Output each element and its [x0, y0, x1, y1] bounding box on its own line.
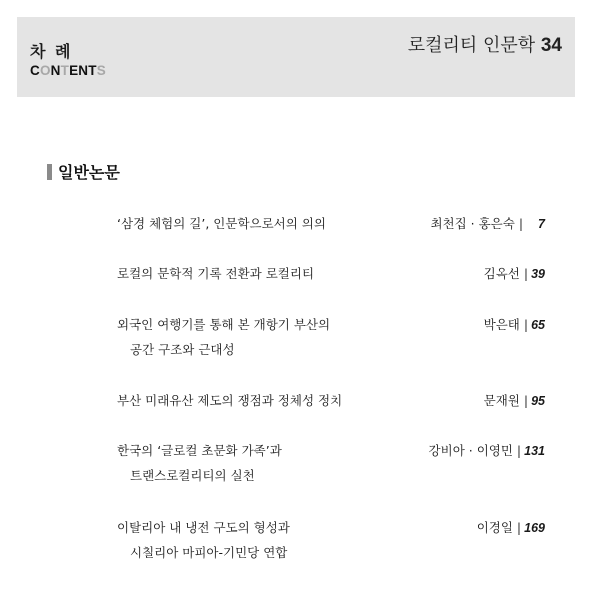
- issue-number: 34: [540, 35, 562, 56]
- section-title: 일반논문: [58, 163, 120, 182]
- toc-entry[interactable]: [117, 515, 545, 565]
- entry-title: 부산 미래유산 제도의 쟁점과 정체성 정치: [117, 393, 343, 408]
- subtitle-letter: N: [50, 63, 61, 78]
- entry-meta: [477, 515, 545, 541]
- section-heading: [47, 160, 120, 183]
- entry-separator: |: [523, 317, 529, 332]
- subtitle-letter: O: [39, 63, 51, 78]
- subtitle-letter: T: [60, 63, 70, 78]
- entry-title-continued: 공간 구조와 근대성: [130, 342, 235, 357]
- entry-meta: [484, 388, 545, 414]
- entry-title-continued: 시칠리아 마피아-기민당 연합: [130, 545, 288, 560]
- subtitle-letter: E: [69, 63, 79, 78]
- entry-title: 외국인 여행기를 통해 본 개항기 부산의: [117, 317, 331, 332]
- toc-title: 차 례: [30, 42, 73, 61]
- entry-separator: |: [523, 393, 529, 408]
- toc-entry[interactable]: [117, 211, 545, 236]
- entry-authors: 박은태: [483, 317, 520, 332]
- subtitle-letter: N: [78, 63, 89, 78]
- entry-authors: 강비아 · 이영민: [428, 443, 513, 458]
- section-marker: [47, 164, 52, 180]
- toc-entry[interactable]: [117, 261, 545, 286]
- entry-page: 169: [524, 521, 545, 535]
- entry-authors: 이경일: [476, 520, 513, 535]
- toc-entry[interactable]: [117, 388, 545, 413]
- entry-meta: [429, 438, 545, 464]
- header-band: [17, 17, 575, 97]
- entry-title-continued: 트랜스로컬리티의 실천: [130, 468, 255, 483]
- entry-title: 한국의 ‘글로컬 초문화 가족’과: [117, 443, 282, 458]
- series-name: 로컬리티 인문학: [407, 35, 536, 56]
- entry-authors: 문재원: [483, 393, 520, 408]
- subtitle-letter: T: [88, 63, 97, 78]
- entry-title: 이탈리아 내 냉전 구도의 형성과: [117, 520, 290, 535]
- toc-entry[interactable]: [117, 438, 545, 488]
- toc-entry[interactable]: [117, 312, 545, 362]
- entry-page: 131: [524, 444, 545, 458]
- entry-page: 7: [538, 217, 545, 231]
- entry-meta: [484, 261, 545, 287]
- entry-separator: |: [523, 266, 529, 281]
- entry-separator: |: [516, 520, 522, 535]
- series-title: [408, 31, 562, 57]
- subtitle-letter: C: [30, 63, 40, 78]
- entry-separator: |: [518, 216, 524, 231]
- entry-meta: [430, 211, 545, 237]
- entry-authors: 김옥선: [483, 266, 520, 281]
- entry-page: 65: [531, 318, 545, 332]
- entry-authors: 최천집 · 홍은숙: [430, 216, 515, 231]
- toc-subtitle: [30, 63, 106, 78]
- entry-separator: |: [516, 443, 522, 458]
- subtitle-letter: S: [96, 63, 106, 78]
- entry-page: 95: [531, 394, 545, 408]
- entry-page: 39: [531, 267, 545, 281]
- entry-title: 로컬의 문학적 기록 전환과 로컬리티: [117, 266, 315, 281]
- entry-title: ‘삼경 체험의 길’, 인문학으로서의 의의: [117, 216, 326, 231]
- entry-meta: [484, 312, 545, 338]
